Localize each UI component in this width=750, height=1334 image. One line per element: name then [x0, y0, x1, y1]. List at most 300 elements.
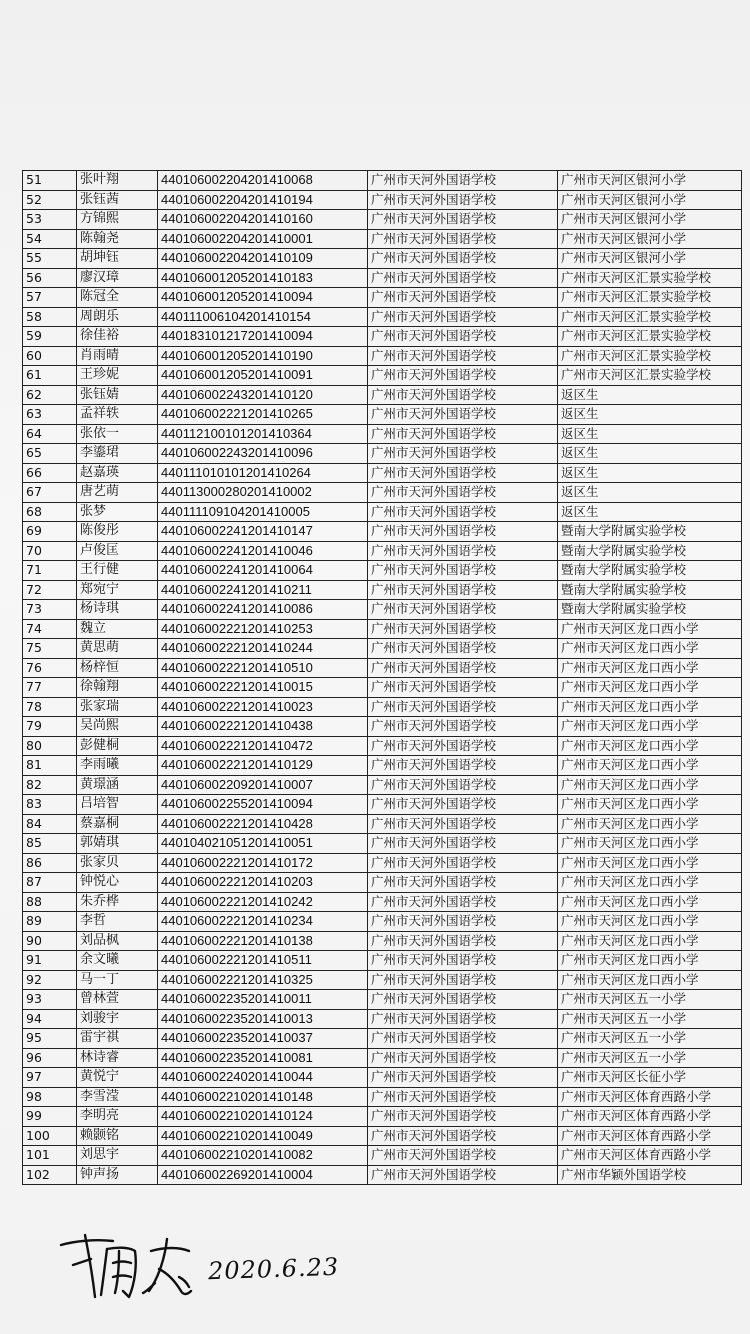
- admitted-school: 广州市天河外国语学校: [368, 1165, 558, 1185]
- row-number: 67: [23, 483, 77, 503]
- student-name: 彭健桐: [77, 736, 158, 756]
- student-id: 440106002204201410109: [158, 249, 368, 269]
- origin-school: 暨南大学附属实验学校: [558, 600, 742, 620]
- origin-school: 广州市天河区汇景实验学校: [558, 307, 742, 327]
- student-name: 李鎏珺: [77, 444, 158, 464]
- student-id: 440106002235201410037: [158, 1029, 368, 1049]
- admitted-school: 广州市天河外国语学校: [368, 990, 558, 1010]
- origin-school: 广州市天河区龙口西小学: [558, 658, 742, 678]
- origin-school: 广州市天河区五一小学: [558, 990, 742, 1010]
- table-row: [23, 307, 742, 327]
- admitted-school: 广州市天河外国语学校: [368, 502, 558, 522]
- origin-school: 广州市天河区银河小学: [558, 249, 742, 269]
- table-row: [23, 912, 742, 932]
- row-number: 94: [23, 1009, 77, 1029]
- student-name: 陈俊彤: [77, 522, 158, 542]
- origin-school: 暨南大学附属实验学校: [558, 541, 742, 561]
- admitted-school: 广州市天河外国语学校: [368, 1068, 558, 1088]
- row-number: 96: [23, 1048, 77, 1068]
- table-row: [23, 1126, 742, 1146]
- row-number: 86: [23, 853, 77, 873]
- row-number: 55: [23, 249, 77, 269]
- admitted-school: 广州市天河外国语学校: [368, 1009, 558, 1029]
- table-row: [23, 1048, 742, 1068]
- admitted-school: 广州市天河外国语学校: [368, 385, 558, 405]
- table-row: [23, 853, 742, 873]
- table-row: [23, 1009, 742, 1029]
- row-number: 91: [23, 951, 77, 971]
- row-number: 90: [23, 931, 77, 951]
- student-name: 李哲: [77, 912, 158, 932]
- origin-school: 广州市天河区龙口西小学: [558, 678, 742, 698]
- admitted-school: 广州市天河外国语学校: [368, 931, 558, 951]
- row-number: 73: [23, 600, 77, 620]
- student-name: 蔡嘉桐: [77, 814, 158, 834]
- student-name: 吴尚熙: [77, 717, 158, 737]
- table-row: [23, 1107, 742, 1127]
- student-name: 黄璟涵: [77, 775, 158, 795]
- row-number: 75: [23, 639, 77, 659]
- row-number: 82: [23, 775, 77, 795]
- origin-school: 广州市天河区龙口西小学: [558, 873, 742, 893]
- student-name: 李明亮: [77, 1107, 158, 1127]
- origin-school: 广州市天河区五一小学: [558, 1009, 742, 1029]
- admitted-school: 广州市天河外国语学校: [368, 405, 558, 425]
- student-name: 钟声扬: [77, 1165, 158, 1185]
- origin-school: 广州市天河区体育西路小学: [558, 1126, 742, 1146]
- student-name: 张家贝: [77, 853, 158, 873]
- student-id: 440112100101201410364: [158, 424, 368, 444]
- row-number: 71: [23, 561, 77, 581]
- student-name: 孟祥轶: [77, 405, 158, 425]
- admitted-school: 广州市天河外国语学校: [368, 327, 558, 347]
- row-number: 64: [23, 424, 77, 444]
- admitted-school: 广州市天河外国语学校: [368, 561, 558, 581]
- table-row: [23, 210, 742, 230]
- table-row: [23, 580, 742, 600]
- table-row: [23, 229, 742, 249]
- origin-school: 广州市天河区体育西路小学: [558, 1146, 742, 1166]
- origin-school: 广州市天河区汇景实验学校: [558, 327, 742, 347]
- admitted-school: 广州市天河外国语学校: [368, 288, 558, 308]
- student-name: 张叶翔: [77, 171, 158, 191]
- student-name: 胡坤钰: [77, 249, 158, 269]
- student-name: 赵嘉瑛: [77, 463, 158, 483]
- admitted-school: 广州市天河外国语学校: [368, 1146, 558, 1166]
- table-row: [23, 1146, 742, 1166]
- student-id: 440106002235201410011: [158, 990, 368, 1010]
- admitted-school: 广州市天河外国语学校: [368, 892, 558, 912]
- student-id: 440106002241201410046: [158, 541, 368, 561]
- row-number: 60: [23, 346, 77, 366]
- admitted-school: 广州市天河外国语学校: [368, 834, 558, 854]
- admitted-school: 广州市天河外国语学校: [368, 307, 558, 327]
- student-name: 徐翰翔: [77, 678, 158, 698]
- admitted-school: 广州市天河外国语学校: [368, 268, 558, 288]
- origin-school: 广州市天河区龙口西小学: [558, 931, 742, 951]
- admitted-school: 广州市天河外国语学校: [368, 171, 558, 191]
- student-name: 张家瑞: [77, 697, 158, 717]
- student-name: 陈翰尧: [77, 229, 158, 249]
- table-row: [23, 483, 742, 503]
- student-id: 440106002221201410172: [158, 853, 368, 873]
- table-row: [23, 405, 742, 425]
- row-number: 51: [23, 171, 77, 191]
- origin-school: 暨南大学附属实验学校: [558, 580, 742, 600]
- table-row: [23, 1029, 742, 1049]
- origin-school: 广州市天河区汇景实验学校: [558, 346, 742, 366]
- admitted-school: 广州市天河外国语学校: [368, 366, 558, 386]
- row-number: 65: [23, 444, 77, 464]
- student-name: 吕培智: [77, 795, 158, 815]
- table-row: [23, 600, 742, 620]
- origin-school: 广州市天河区龙口西小学: [558, 736, 742, 756]
- student-id: 440106002221201410138: [158, 931, 368, 951]
- admitted-school: 广州市天河外国语学校: [368, 463, 558, 483]
- origin-school: 广州市天河区龙口西小学: [558, 912, 742, 932]
- table-row: [23, 658, 742, 678]
- table-row: [23, 502, 742, 522]
- student-id: 440106002221201410129: [158, 756, 368, 776]
- row-number: 57: [23, 288, 77, 308]
- student-name: 黄悦宁: [77, 1068, 158, 1088]
- table-row: [23, 697, 742, 717]
- student-name: 杨梓恒: [77, 658, 158, 678]
- table-row: [23, 1087, 742, 1107]
- admitted-school: 广州市天河外国语学校: [368, 249, 558, 269]
- table-row: [23, 171, 742, 191]
- admitted-school: 广州市天河外国语学校: [368, 775, 558, 795]
- student-name: 雷宇祺: [77, 1029, 158, 1049]
- student-name: 方锦熙: [77, 210, 158, 230]
- student-roster-table: [22, 170, 742, 1185]
- table-row: [23, 522, 742, 542]
- origin-school: 广州市天河区汇景实验学校: [558, 288, 742, 308]
- table-row: [23, 561, 742, 581]
- student-id: 440106002210201410082: [158, 1146, 368, 1166]
- roster-body: [23, 171, 742, 1185]
- origin-school: 广州市天河区汇景实验学校: [558, 268, 742, 288]
- student-id: 440111109104201410005: [158, 502, 368, 522]
- student-id: 440106002243201410120: [158, 385, 368, 405]
- origin-school: 广州市天河区体育西路小学: [558, 1107, 742, 1127]
- table-row: [23, 619, 742, 639]
- row-number: 85: [23, 834, 77, 854]
- table-row: [23, 1165, 742, 1185]
- table-row: [23, 736, 742, 756]
- table-row: [23, 249, 742, 269]
- student-id: 440111006104201410154: [158, 307, 368, 327]
- table-row: [23, 1068, 742, 1088]
- origin-school: 广州市天河区龙口西小学: [558, 756, 742, 776]
- row-number: 84: [23, 814, 77, 834]
- row-number: 59: [23, 327, 77, 347]
- table-row: [23, 639, 742, 659]
- student-id: 440106002204201410194: [158, 190, 368, 210]
- student-name: 王行健: [77, 561, 158, 581]
- admitted-school: 广州市天河外国语学校: [368, 190, 558, 210]
- student-name: 刘思宇: [77, 1146, 158, 1166]
- origin-school: 广州市天河区龙口西小学: [558, 775, 742, 795]
- row-number: 92: [23, 970, 77, 990]
- student-id: 440106002241201410086: [158, 600, 368, 620]
- student-name: 朱乔桦: [77, 892, 158, 912]
- origin-school: 广州市天河区龙口西小学: [558, 892, 742, 912]
- student-name: 黄思萌: [77, 639, 158, 659]
- signature-date: 2020.6.23: [207, 1252, 340, 1286]
- student-name: 李雨曦: [77, 756, 158, 776]
- origin-school: 返区生: [558, 502, 742, 522]
- admitted-school: 广州市天河外国语学校: [368, 658, 558, 678]
- student-id: 440106002241201410147: [158, 522, 368, 542]
- origin-school: 广州市天河区汇景实验学校: [558, 366, 742, 386]
- admitted-school: 广州市天河外国语学校: [368, 873, 558, 893]
- row-number: 63: [23, 405, 77, 425]
- table-row: [23, 327, 742, 347]
- student-id: 440106002221201410428: [158, 814, 368, 834]
- student-id: 440106001205201410183: [158, 268, 368, 288]
- row-number: 69: [23, 522, 77, 542]
- admitted-school: 广州市天河外国语学校: [368, 600, 558, 620]
- row-number: 95: [23, 1029, 77, 1049]
- student-name: 肖雨晴: [77, 346, 158, 366]
- table-row: [23, 444, 742, 464]
- student-id: 440106002221201410325: [158, 970, 368, 990]
- admitted-school: 广州市天河外国语学校: [368, 697, 558, 717]
- table-row: [23, 190, 742, 210]
- admitted-school: 广州市天河外国语学校: [368, 483, 558, 503]
- row-number: 61: [23, 366, 77, 386]
- origin-school: 广州市天河区龙口西小学: [558, 853, 742, 873]
- student-name: 周朗乐: [77, 307, 158, 327]
- student-id: 440106002221201410234: [158, 912, 368, 932]
- student-id: 440106002221201410253: [158, 619, 368, 639]
- student-name: 徐佳裕: [77, 327, 158, 347]
- student-name: 唐艺萌: [77, 483, 158, 503]
- row-number: 81: [23, 756, 77, 776]
- student-name: 曾林萱: [77, 990, 158, 1010]
- origin-school: 返区生: [558, 385, 742, 405]
- admitted-school: 广州市天河外国语学校: [368, 210, 558, 230]
- student-id: 440106002235201410013: [158, 1009, 368, 1029]
- origin-school: 广州市天河区龙口西小学: [558, 717, 742, 737]
- row-number: 62: [23, 385, 77, 405]
- student-id: 440106002204201410160: [158, 210, 368, 230]
- student-id: 440106002241201410211: [158, 580, 368, 600]
- admitted-school: 广州市天河外国语学校: [368, 1029, 558, 1049]
- table-row: [23, 756, 742, 776]
- student-name: 郑宛宁: [77, 580, 158, 600]
- origin-school: 广州市天河区龙口西小学: [558, 619, 742, 639]
- student-id: 440106002221201410472: [158, 736, 368, 756]
- row-number: 97: [23, 1068, 77, 1088]
- student-id: 440106001205201410094: [158, 288, 368, 308]
- admitted-school: 广州市天河外国语学校: [368, 424, 558, 444]
- origin-school: 返区生: [558, 463, 742, 483]
- table-row: [23, 366, 742, 386]
- origin-school: 暨南大学附属实验学校: [558, 522, 742, 542]
- row-number: 102: [23, 1165, 77, 1185]
- origin-school: 广州市天河区龙口西小学: [558, 639, 742, 659]
- table-row: [23, 424, 742, 444]
- table-row: [23, 795, 742, 815]
- table-row: [23, 288, 742, 308]
- admitted-school: 广州市天河外国语学校: [368, 1126, 558, 1146]
- table-row: [23, 814, 742, 834]
- admitted-school: 广州市天河外国语学校: [368, 1107, 558, 1127]
- row-number: 66: [23, 463, 77, 483]
- row-number: 58: [23, 307, 77, 327]
- row-number: 53: [23, 210, 77, 230]
- table-row: [23, 951, 742, 971]
- table-row: [23, 892, 742, 912]
- table-row: [23, 931, 742, 951]
- student-id: 440111010101201410264: [158, 463, 368, 483]
- table-row: [23, 873, 742, 893]
- student-name: 李雪滢: [77, 1087, 158, 1107]
- row-number: 88: [23, 892, 77, 912]
- row-number: 87: [23, 873, 77, 893]
- row-number: 101: [23, 1146, 77, 1166]
- student-id: 440106002204201410068: [158, 171, 368, 191]
- student-id: 440106002210201410049: [158, 1126, 368, 1146]
- admitted-school: 广州市天河外国语学校: [368, 619, 558, 639]
- admitted-school: 广州市天河外国语学校: [368, 639, 558, 659]
- student-id: 440104021051201410051: [158, 834, 368, 854]
- origin-school: 广州市华颖外国语学校: [558, 1165, 742, 1185]
- row-number: 74: [23, 619, 77, 639]
- row-number: 78: [23, 697, 77, 717]
- admitted-school: 广州市天河外国语学校: [368, 736, 558, 756]
- student-name: 马一丁: [77, 970, 158, 990]
- student-id: 440106002221201410510: [158, 658, 368, 678]
- row-number: 54: [23, 229, 77, 249]
- admitted-school: 广州市天河外国语学校: [368, 951, 558, 971]
- table-row: [23, 834, 742, 854]
- student-id: 440106002221201410265: [158, 405, 368, 425]
- table-row: [23, 463, 742, 483]
- student-id: 440106002210201410148: [158, 1087, 368, 1107]
- student-id: 440106001205201410190: [158, 346, 368, 366]
- student-id: 440106001205201410091: [158, 366, 368, 386]
- row-number: 72: [23, 580, 77, 600]
- origin-school: 返区生: [558, 444, 742, 464]
- origin-school: 广州市天河区龙口西小学: [558, 970, 742, 990]
- row-number: 77: [23, 678, 77, 698]
- origin-school: 广州市天河区体育西路小学: [558, 1087, 742, 1107]
- admitted-school: 广州市天河外国语学校: [368, 756, 558, 776]
- admitted-school: 广州市天河外国语学校: [368, 912, 558, 932]
- admitted-school: 广州市天河外国语学校: [368, 541, 558, 561]
- student-name: 张钰婧: [77, 385, 158, 405]
- row-number: 89: [23, 912, 77, 932]
- student-id: 440113000280201410002: [158, 483, 368, 503]
- student-name: 廖汉璋: [77, 268, 158, 288]
- student-name: 卢俊匡: [77, 541, 158, 561]
- row-number: 56: [23, 268, 77, 288]
- student-name: 钟悦心: [77, 873, 158, 893]
- student-id: 440106002221201410438: [158, 717, 368, 737]
- origin-school: 广州市天河区龙口西小学: [558, 951, 742, 971]
- student-name: 魏立: [77, 619, 158, 639]
- table-row: [23, 268, 742, 288]
- table-row: [23, 717, 742, 737]
- student-name: 刘品枫: [77, 931, 158, 951]
- table-row: [23, 346, 742, 366]
- origin-school: 暨南大学附属实验学校: [558, 561, 742, 581]
- row-number: 99: [23, 1107, 77, 1127]
- admitted-school: 广州市天河外国语学校: [368, 678, 558, 698]
- student-name: 张钰茜: [77, 190, 158, 210]
- admitted-school: 广州市天河外国语学校: [368, 853, 558, 873]
- origin-school: 广州市天河区龙口西小学: [558, 834, 742, 854]
- admitted-school: 广州市天河外国语学校: [368, 229, 558, 249]
- student-name: 郭婧琪: [77, 834, 158, 854]
- student-name: 张依一: [77, 424, 158, 444]
- student-name: 张梦: [77, 502, 158, 522]
- origin-school: 广州市天河区龙口西小学: [558, 814, 742, 834]
- student-id: 440106002209201410007: [158, 775, 368, 795]
- admitted-school: 广州市天河外国语学校: [368, 795, 558, 815]
- origin-school: 广州市天河区银河小学: [558, 229, 742, 249]
- table-row: [23, 775, 742, 795]
- origin-school: 广州市天河区长征小学: [558, 1068, 742, 1088]
- table-row: [23, 541, 742, 561]
- row-number: 83: [23, 795, 77, 815]
- student-id: 440106002240201410044: [158, 1068, 368, 1088]
- student-name: 赖颢铭: [77, 1126, 158, 1146]
- student-id: 440106002269201410004: [158, 1165, 368, 1185]
- student-id: 440106002221201410023: [158, 697, 368, 717]
- row-number: 80: [23, 736, 77, 756]
- row-number: 93: [23, 990, 77, 1010]
- row-number: 68: [23, 502, 77, 522]
- admitted-school: 广州市天河外国语学校: [368, 814, 558, 834]
- student-name: 余文曦: [77, 951, 158, 971]
- student-name: 杨诗琪: [77, 600, 158, 620]
- admitted-school: 广州市天河外国语学校: [368, 580, 558, 600]
- student-id: 440106002221201410511: [158, 951, 368, 971]
- student-name: 王珍妮: [77, 366, 158, 386]
- origin-school: 返区生: [558, 483, 742, 503]
- admitted-school: 广州市天河外国语学校: [368, 346, 558, 366]
- origin-school: 广州市天河区银河小学: [558, 171, 742, 191]
- origin-school: 广州市天河区五一小学: [558, 1029, 742, 1049]
- admitted-school: 广州市天河外国语学校: [368, 1048, 558, 1068]
- table-row: [23, 678, 742, 698]
- row-number: 70: [23, 541, 77, 561]
- student-id: 440106002241201410064: [158, 561, 368, 581]
- row-number: 79: [23, 717, 77, 737]
- student-id: 440106002221201410203: [158, 873, 368, 893]
- student-id: 440106002221201410015: [158, 678, 368, 698]
- admitted-school: 广州市天河外国语学校: [368, 717, 558, 737]
- student-id: 440106002210201410124: [158, 1107, 368, 1127]
- row-number: 76: [23, 658, 77, 678]
- student-id: 440106002204201410001: [158, 229, 368, 249]
- origin-school: 返区生: [558, 405, 742, 425]
- origin-school: 广州市天河区银河小学: [558, 210, 742, 230]
- student-id: 440106002221201410244: [158, 639, 368, 659]
- origin-school: 广州市天河区龙口西小学: [558, 795, 742, 815]
- admitted-school: 广州市天河外国语学校: [368, 1087, 558, 1107]
- student-id: 440183101217201410094: [158, 327, 368, 347]
- table-row: [23, 385, 742, 405]
- origin-school: 广州市天河区银河小学: [558, 190, 742, 210]
- table-row: [23, 990, 742, 1010]
- student-name: 陈冠全: [77, 288, 158, 308]
- student-id: 440106002243201410096: [158, 444, 368, 464]
